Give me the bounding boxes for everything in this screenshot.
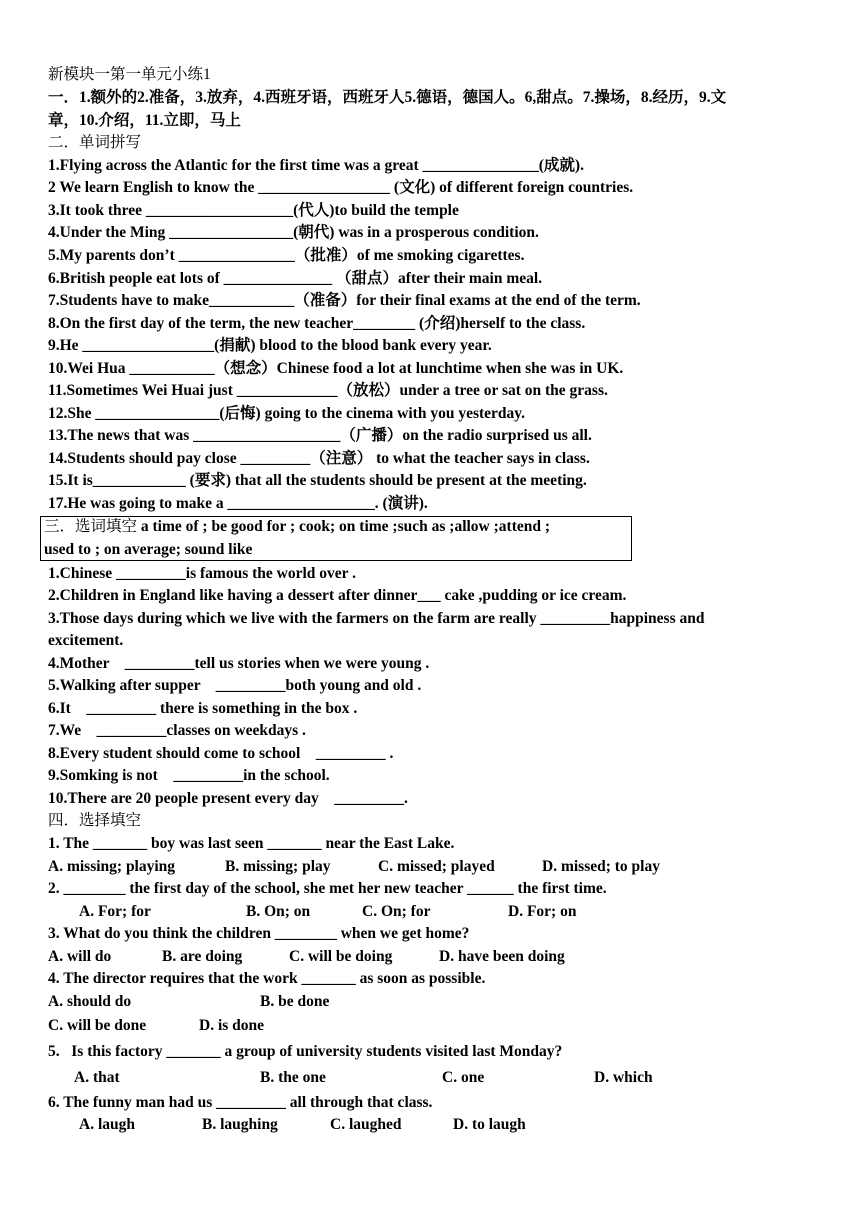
- option-d: D. missed; to play: [542, 858, 660, 875]
- option-a: A. For; for: [79, 903, 151, 920]
- word-bank-words: a time of ; be good for ; cook; on time ;such as ;allow ;attend ;: [137, 518, 551, 535]
- fill-item: 5.Walking after supper _________both young and old .: [48, 677, 422, 694]
- fill-item: 7.We _________classes on weekdays .: [48, 722, 306, 739]
- question-stem: 1. The _______ boy was last seen _______ near the East Lake.: [48, 835, 455, 852]
- spelling-item: 4.Under the Ming ________________(朝代) was in a prosperous condition.: [48, 224, 539, 241]
- spelling-item: 5.My parents don’t _______________（批准）of me smoking cigarettes.: [48, 247, 525, 264]
- question-stem: 5. Is this factory _______ a group of university students visited last Monday?: [48, 1043, 563, 1060]
- option-c: C. On; for: [362, 903, 431, 920]
- option-d: D. is done: [199, 1017, 265, 1034]
- question-stem: 2. ________ the first day of the school, she met her new teacher ______ the first time.: [48, 880, 607, 897]
- option-b: B. laughing: [202, 1116, 278, 1133]
- option-b: B. the one: [260, 1069, 326, 1086]
- spelling-item: 1.Flying across the Atlantic for the first time was a great _______________(成就).: [48, 157, 584, 174]
- option-c: C. laughed: [330, 1116, 402, 1133]
- word-bank-line-1: [44, 516, 820, 538]
- spelling-item: 15.It is____________ (要求) that all the students should be present at the meeting.: [48, 472, 587, 489]
- question-stem: 3. What do you think the children ________ when we get home?: [48, 925, 470, 942]
- option-c: C. will be done: [48, 1017, 147, 1034]
- option-c: C. missed; played: [378, 858, 495, 875]
- spelling-item: 12.She ________________(后悔) going to the cinema with you yesterday.: [48, 405, 526, 422]
- option-b: B. be done: [260, 993, 330, 1010]
- spelling-item: 11.Sometimes Wei Huai just _____________（放松）under a tree or sat on the grass.: [48, 382, 608, 399]
- option-d: D. which: [594, 1069, 653, 1086]
- section4-heading: 四．选择填空: [48, 812, 142, 829]
- fill-item: 9.Somking is not _________in the school.: [48, 767, 330, 784]
- fill-item: 3.Those days during which we live with the farmers on the farm are really _________happiness and: [48, 610, 705, 627]
- option-b: B. are doing: [162, 948, 243, 965]
- section3-heading: 三．选词填空: [44, 518, 138, 535]
- option-d: D. For; on: [508, 903, 577, 920]
- fill-item: 1.Chinese _________is famous the world over .: [48, 565, 356, 582]
- fill-item: 8.Every student should come to school _________ .: [48, 745, 394, 762]
- spelling-item: 14.Students should pay close _________（注意） to what the teacher says in class.: [48, 450, 590, 467]
- spelling-item: 6.British people eat lots of ______________ （甜点）after their main meal.: [48, 270, 543, 287]
- question-stem: 6. The funny man had us _________ all through that class.: [48, 1094, 433, 1111]
- spelling-item: 10.Wei Hua ___________（想念）Chinese food a lot at lunchtime when she was in UK.: [48, 360, 624, 377]
- option-b: B. missing; play: [225, 858, 331, 875]
- fill-item: 2.Children in England like having a dessert after dinner___ cake ,pudding or ice cream.: [48, 587, 627, 604]
- option-a: A. laugh: [79, 1116, 135, 1133]
- option-b: B. On; on: [246, 903, 311, 920]
- option-d: D. have been doing: [439, 948, 565, 965]
- fill-item: 10.There are 20 people present every day _________.: [48, 790, 408, 807]
- spelling-item: 3.It took three ___________________(代人)to build the temple: [48, 202, 459, 219]
- option-a: A. missing; playing: [48, 858, 176, 875]
- vocab-line-1: 一．1.额外的2.准备，3.放弃，4.西班牙语，西班牙人5.德语，德国人。6,甜点。7.操场，8.经历，9.文: [48, 89, 727, 106]
- spelling-item: 9.He _________________(捐献) blood to the blood bank every year.: [48, 337, 492, 354]
- spelling-item: 13.The news that was ___________________（广播）on the radio surprised us all.: [48, 427, 592, 444]
- option-d: D. to laugh: [453, 1116, 526, 1133]
- option-c: C. will be doing: [289, 948, 393, 965]
- fill-item: 4.Mother _________tell us stories when we were young .: [48, 655, 430, 672]
- option-a: A. will do: [48, 948, 112, 965]
- word-bank-line-2: used to ; on average; sound like: [44, 541, 253, 558]
- section2-heading: 二．单词拼写: [48, 134, 142, 151]
- spelling-item: 2 We learn English to know the _________________ (文化) of different foreign countries.: [48, 179, 634, 196]
- spelling-item: 8.On the first day of the term, the new teacher________ (介绍)herself to the class.: [48, 315, 586, 332]
- fill-item-continued: excitement.: [48, 632, 124, 649]
- option-a: A. should do: [48, 993, 132, 1010]
- question-stem: 4. The director requires that the work _______ as soon as possible.: [48, 970, 486, 987]
- fill-item: 6.It _________ there is something in the box .: [48, 700, 358, 717]
- option-c: C. one: [442, 1069, 485, 1086]
- spelling-item: 17.He was going to make a ___________________. (演讲).: [48, 495, 428, 512]
- vocab-line-2: 章，10.介绍，11.立即，马上: [48, 112, 241, 129]
- page-title: 新模块一第一单元小练1: [48, 66, 211, 83]
- spelling-item: 7.Students have to make___________（准备）for their final exams at the end of the term.: [48, 292, 641, 309]
- option-a: A. that: [74, 1069, 120, 1086]
